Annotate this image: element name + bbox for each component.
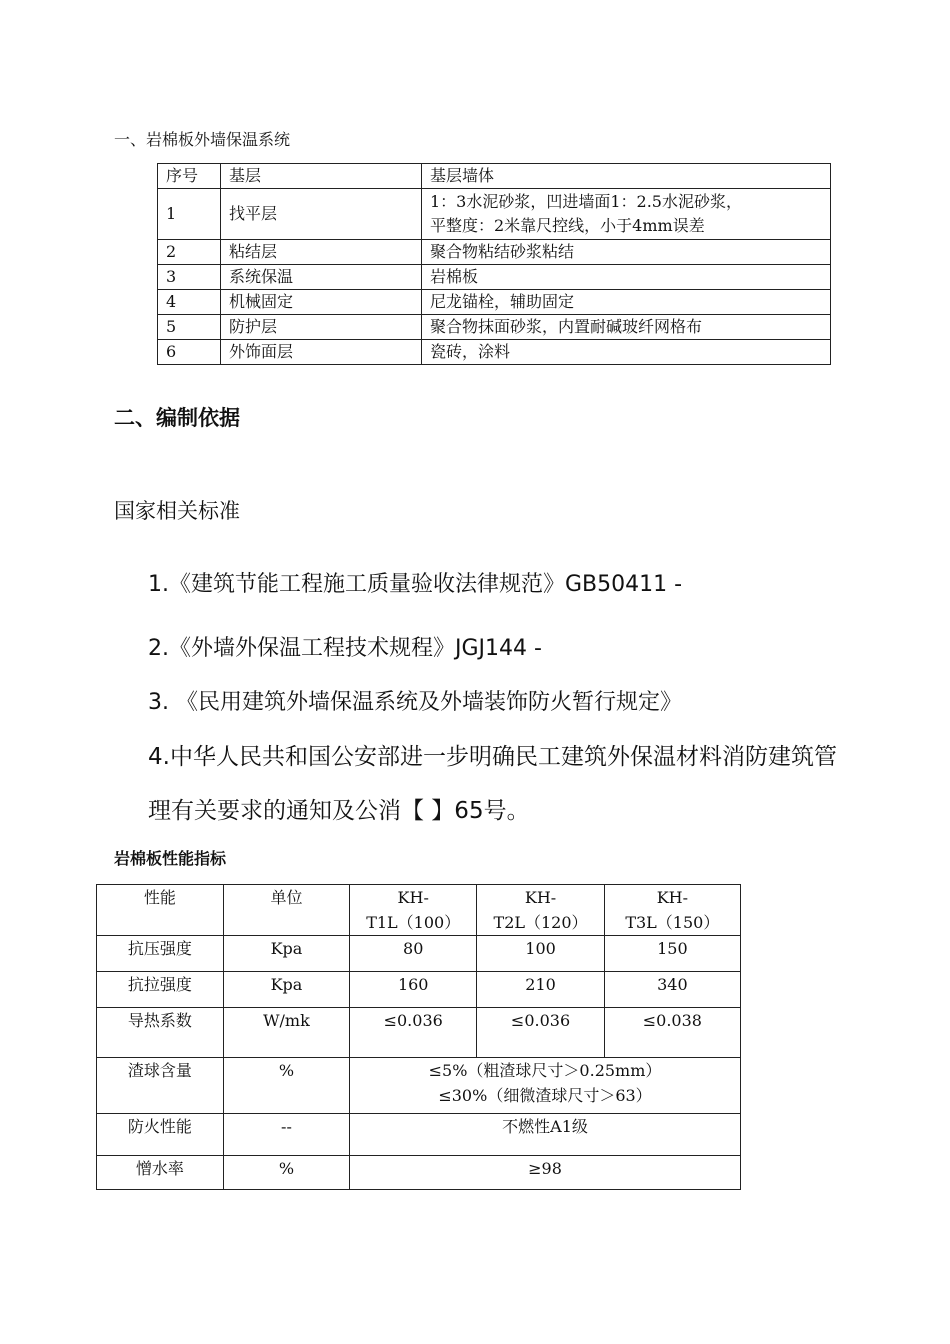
value-cell: 150 [604,936,740,972]
merged-value-cell: 不燃性A1级 [350,1114,741,1156]
value-cell: 210 [477,972,604,1008]
detail-line: 平整度：2米靠尺控线，小于4mm误差 [430,216,705,235]
detail-line: 1：3水泥砂浆，凹进墙面1：2.5水泥砂浆， [430,192,742,211]
standard-item: 2.《外墙外保温工程技术规程》JGJ144 - [148,636,542,661]
merged-value-cell: ≥98 [350,1156,741,1190]
row-number: 5 [158,315,221,340]
table-row [97,1008,741,1058]
property-name: 抗拉强度 [97,972,224,1008]
property-name: 憎水率 [97,1156,224,1190]
layer-name: 找平层 [221,189,422,240]
value-cell: ≤0.036 [477,1008,604,1058]
header-line: KH- [656,888,688,907]
property-name: 渣球含量 [97,1058,224,1114]
layer-detail: 瓷砖，涂料 [422,340,831,365]
unit-cell: % [223,1058,349,1114]
national-standards-heading: 国家相关标准 [114,499,240,523]
table-row [97,936,741,972]
header-line: T2L（120） [493,913,588,932]
standard-item: 3. 《民用建筑外墙保温系统及外墙装饰防火暂行规定》 [148,690,682,715]
header-line: KH- [397,888,429,907]
table-header-row [158,164,831,189]
standard-item-continued: 理有关要求的通知及公消【 】65号。 [148,798,530,824]
merged-value-cell [350,1058,741,1114]
row-number: 1 [158,189,221,240]
layer-detail: 聚合物抹面砂浆，内置耐碱玻纤网格布 [422,315,831,340]
header-cell [477,885,604,936]
table-row [158,340,831,365]
performance-title: 岩棉板性能指标 [114,849,227,868]
value-cell: ≤0.038 [604,1008,740,1058]
property-name: 防火性能 [97,1114,224,1156]
table-row [97,1114,741,1156]
header-cell [604,885,740,936]
header-line: T1L（100） [366,913,461,932]
row-number: 6 [158,340,221,365]
value-cell: 80 [350,936,477,972]
layer-name: 粘结层 [221,240,422,265]
performance-table [96,884,741,1190]
header-line: T3L（150） [625,913,720,932]
value-cell: 100 [477,936,604,972]
layer-name: 系统保温 [221,265,422,290]
layer-detail: 岩棉板 [422,265,831,290]
table-row [158,315,831,340]
unit-cell: -- [223,1114,349,1156]
layer-detail: 聚合物粘结砂浆粘结 [422,240,831,265]
property-name: 抗压强度 [97,936,224,972]
header-cell: 单位 [223,885,349,936]
section-2-title: 二、编制依据 [114,406,240,430]
value-line: ≤30%（细微渣球尺寸＞63） [438,1086,652,1105]
property-name: 导热系数 [97,1008,224,1058]
table-row [158,290,831,315]
standard-item: 1.《建筑节能工程施工质量验收法律规范》GB50411 - [148,572,683,597]
row-number: 2 [158,240,221,265]
value-line: ≤5%（粗渣球尺寸＞0.25mm） [428,1061,662,1080]
table-row [97,972,741,1008]
layer-detail: 尼龙锚栓，辅助固定 [422,290,831,315]
unit-cell: % [223,1156,349,1190]
header-line: KH- [524,888,557,907]
header-cell: 基层墙体 [422,164,831,189]
layer-name: 机械固定 [221,290,422,315]
header-cell: 性能 [97,885,224,936]
table-header-row [97,885,741,936]
row-number: 3 [158,265,221,290]
table-row [97,1156,741,1190]
value-cell: 340 [604,972,740,1008]
header-cell: 基层 [221,164,422,189]
header-cell [350,885,477,936]
row-number: 4 [158,290,221,315]
table-row [158,240,831,265]
system-layers-table [157,163,831,365]
unit-cell: W/mk [223,1008,349,1058]
value-cell: ≤0.036 [350,1008,477,1058]
unit-cell: Kpa [223,972,349,1008]
table-row [158,189,831,240]
value-cell: 160 [350,972,477,1008]
table-row [158,265,831,290]
layer-detail [422,189,831,240]
layer-name: 外饰面层 [221,340,422,365]
table-row [97,1058,741,1114]
layer-name: 防护层 [221,315,422,340]
section-1-title: 一、岩棉板外墙保温系统 [114,130,291,149]
unit-cell: Kpa [223,936,349,972]
header-cell: 序号 [158,164,221,189]
standard-item: 4.中华人民共和国公安部进一步明确民工建筑外保温材料消防建筑管 [148,744,837,770]
